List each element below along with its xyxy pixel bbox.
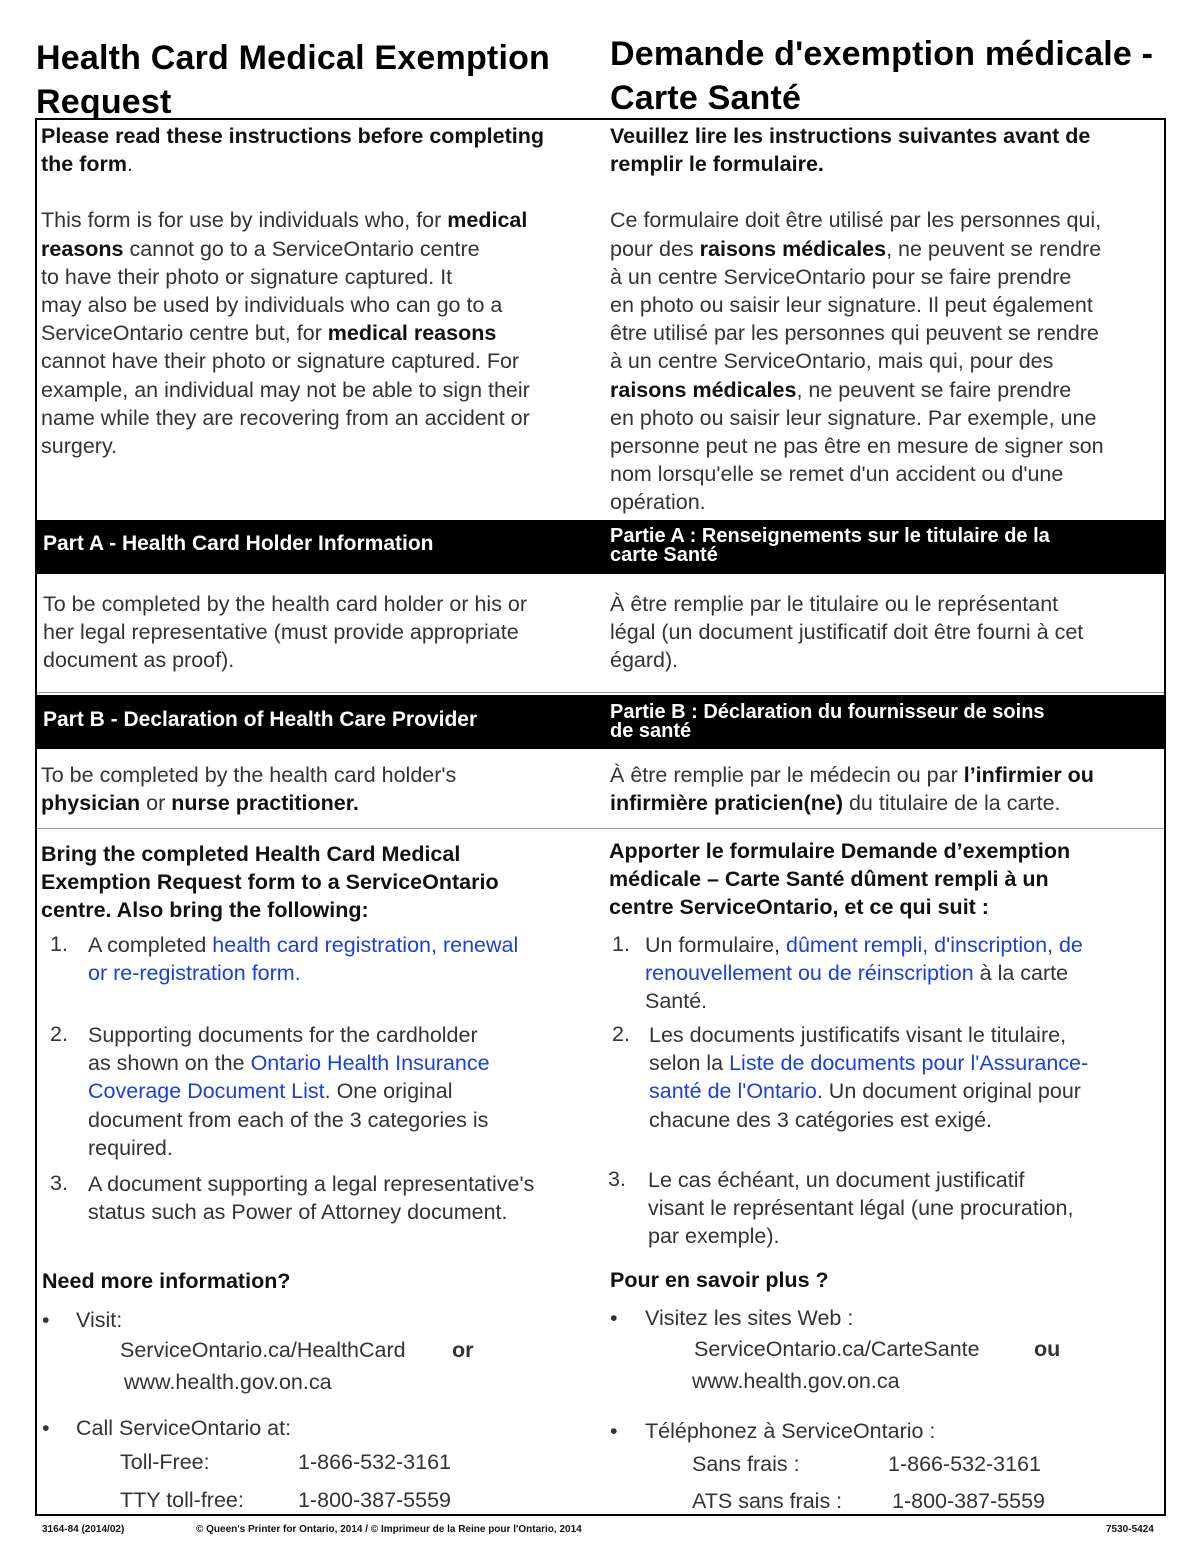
list-number: 3.	[608, 1167, 626, 1191]
title-en: Health Card Medical Exemption Request	[36, 39, 551, 121]
part-a-text-en: To be completed by the health card holder or his or her legal representative (must provide appropriate document as proof).	[43, 592, 528, 673]
health-gov-link[interactable]: www.health.gov.on.ca	[692, 1369, 900, 1393]
list-number: 3.	[50, 1171, 68, 1195]
intro-fr: Veuillez lire les instructions suivantes avant de remplir le formulaire. Ce formulaire doit être utilisé par les personnes qui, pour des raisons médicales, ne peuvent se rendre à un centre ServiceOntario pour se faire prendre en photo ou saisir leur signature. Il peut également être utilisé par les personnes qui peuvent se rendre à un centre ServiceOntario, mais qui, pour des raisons médicales, ne peuvent se faire prendre en photo ou saisir leur signature. Par exemple, une personne peut ne pas être en mesure de signer son nom lorsqu'elle se remet d'un accident ou d'une opération.	[610, 124, 1104, 515]
tty-label: TTY toll-free:	[120, 1488, 244, 1512]
bring-heading-fr: Apporter le formulaire Demande d’exemption médicale – Carte Santé dûment rempli à un centre ServiceOntario, et ce qui suit :	[609, 839, 1071, 920]
part-b-header: Part B - Declaration of Health Care Provider Partie B : Déclaration du fournisseur de soins de santé	[37, 695, 1164, 749]
list-item-en-3: A document supporting a legal representative's status such as Power of Attorney document.	[88, 1172, 535, 1225]
registration-form-link[interactable]: health card registration, renewal	[212, 933, 519, 957]
visit-label-en: Visit:	[76, 1308, 123, 1332]
bullet: •	[610, 1306, 618, 1330]
bring-heading-en: Bring the completed Health Card Medical Exemption Request form to a ServiceOntario centre. Also bring the following:	[41, 842, 499, 923]
tty-number: 1-800-387-5559	[298, 1488, 452, 1512]
divider	[37, 828, 1164, 829]
registration-form-link[interactable]: renouvellement ou de réinscription	[645, 961, 974, 986]
list-item-en-2: Supporting documents for the cardholder as shown on the Ontario Health Insurance Coverage Document List. One original document from each of the 3 categories is required.	[88, 1023, 490, 1160]
tty-label: ATS sans frais :	[692, 1489, 843, 1513]
part-a-text-fr: À être remplie par le titulaire ou le représentant légal (un document justificatif doit être fourni à cet égard).	[610, 592, 1084, 673]
document-list-link[interactable]: Liste de documents pour l'Assurance-	[729, 1051, 1089, 1076]
copyright: © Queen's Printer for Ontario, 2014 / © Imprimeur de la Reine pour l'Ontario, 2014	[196, 1524, 582, 1535]
toll-free-number: 1-866-532-3161	[888, 1452, 1042, 1476]
visit-label-fr: Visitez les sites Web :	[645, 1306, 854, 1330]
list-number: 2.	[50, 1022, 68, 1046]
part-a-header: Part A - Health Card Holder Information Partie A : Renseignements sur le titulaire de la carte Santé	[37, 520, 1164, 574]
bullet: •	[42, 1416, 50, 1440]
toll-free-label: Toll-Free:	[120, 1450, 210, 1474]
toll-free-label: Sans frais :	[692, 1452, 800, 1476]
registration-form-link[interactable]: dûment rempli, d'inscription, de	[786, 933, 1083, 957]
list-number: 1.	[612, 932, 630, 956]
divider	[37, 692, 1164, 693]
form-id: 3164-84 (2014/02)	[42, 1524, 125, 1535]
part-b-text-en: To be completed by the health card holder's physician or nurse practitioner.	[41, 763, 457, 816]
tty-number: 1-800-387-5559	[892, 1489, 1046, 1513]
health-gov-link[interactable]: www.health.gov.on.ca	[124, 1370, 332, 1394]
or-label: ou	[1034, 1337, 1061, 1361]
bullet: •	[42, 1308, 50, 1332]
toll-free-number: 1-866-532-3161	[298, 1450, 452, 1474]
title-fr: Demande d'exemption médicale - Carte Santé	[610, 35, 1154, 117]
info-heading-fr: Pour en savoir plus ?	[610, 1268, 829, 1292]
registration-form-link[interactable]: or re-registration form.	[88, 961, 301, 986]
list-number: 1.	[50, 932, 68, 956]
info-heading-en: Need more information?	[42, 1269, 291, 1293]
list-item-fr-2: Les documents justificatifs visant le titulaire, selon la Liste de documents pour l'Assurance- santé de l'Ontario. Un document original pour chacune des 3 catégories est exigé.	[649, 1023, 1089, 1132]
document-list-link[interactable]: Coverage Document List	[88, 1079, 325, 1104]
health-card-link[interactable]: ServiceOntario.ca/HealthCard	[120, 1338, 406, 1362]
call-label-fr: Téléphonez à ServiceOntario :	[645, 1419, 936, 1443]
call-label-en: Call ServiceOntario at:	[76, 1416, 292, 1440]
or-label: or	[452, 1338, 474, 1362]
intro-en: Please read these instructions before completing the form. This form is for use by individuals who, for medical reasons cannot go to a ServiceOntario centre to have their photo or signature captured. It may also be used by individuals who can go to a ServiceOntario centre but, for medical reasons cannot have their photo or signature captured. For example, an individual may not be able to sign their name while they are recovering from an accident or surgery.	[41, 124, 545, 459]
list-number: 2.	[612, 1022, 630, 1046]
list-item-en-1: A completed health card registration, renewal or re-registration form.	[88, 931, 518, 987]
carte-sante-link[interactable]: ServiceOntario.ca/CarteSante	[694, 1337, 980, 1361]
document-list-link[interactable]: santé de l'Ontario	[649, 1079, 817, 1104]
bullet: •	[610, 1419, 618, 1443]
list-item-fr-1: Un formulaire, dûment rempli, d'inscription, de renouvellement ou de réinscription à la carte Santé.	[645, 933, 1083, 1014]
list-item-fr-3: Le cas échéant, un document justificatif visant le représentant légal (une procuration, par exemple).	[648, 1168, 1074, 1249]
form-code: 7530-5424	[1106, 1524, 1154, 1535]
document-list-link[interactable]: Ontario Health Insurance	[250, 1051, 490, 1076]
part-b-text-fr: À être remplie par le médecin ou par l’infirmier ou infirmière praticien(ne) du titulaire de la carte.	[610, 763, 1094, 816]
